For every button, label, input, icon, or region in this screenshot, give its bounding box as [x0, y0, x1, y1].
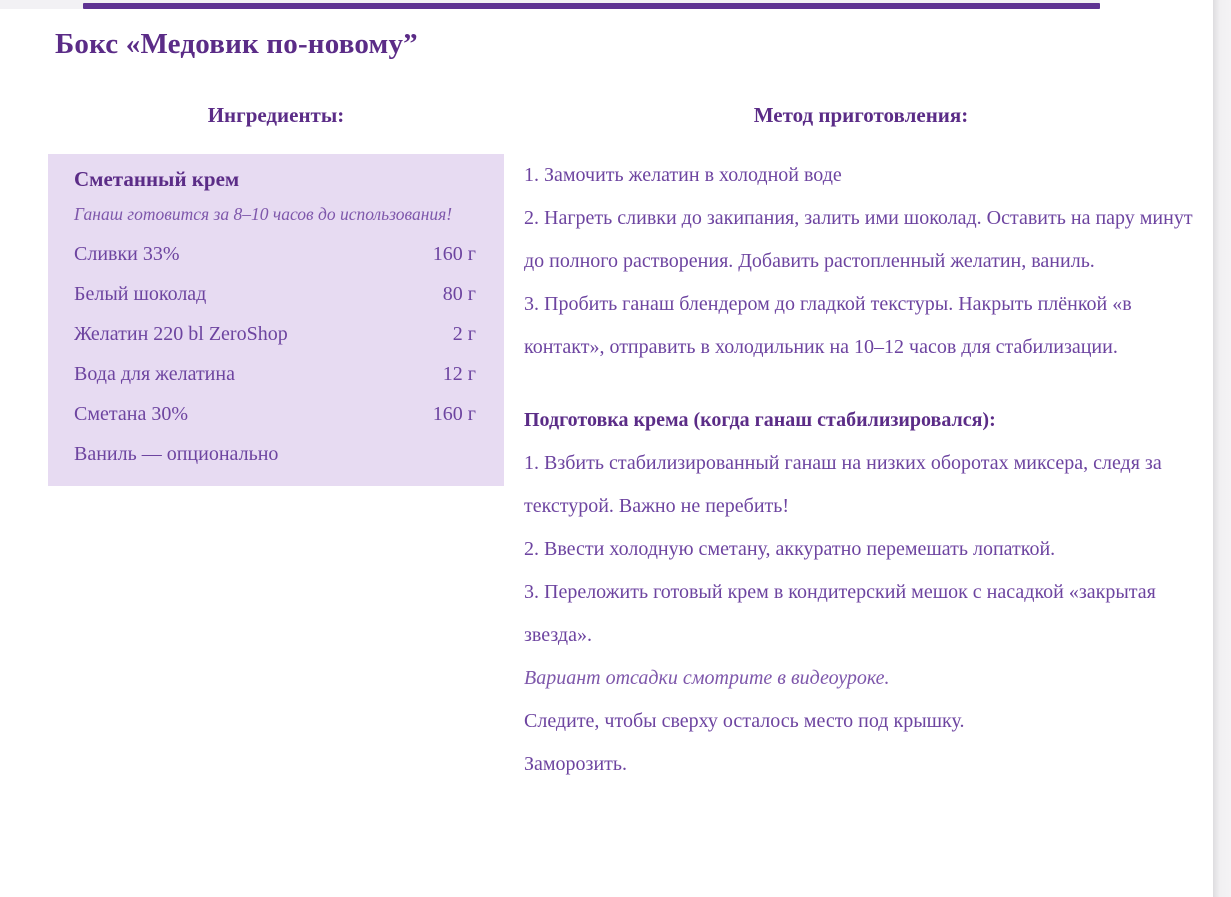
- section-divider-rule: [83, 3, 1100, 9]
- ingredient-amount: 2 г: [452, 323, 476, 345]
- ingredients-box: [48, 154, 504, 486]
- method-header: Метод приготовления:: [753, 103, 969, 127]
- ingredients-header: Ингредиенты:: [207, 103, 345, 127]
- ingredient-row: [74, 314, 476, 354]
- ingredient-name: Желатин 220 bl ZeroShop: [74, 323, 288, 345]
- method-outro-line: Следите, чтобы сверху осталось место под крышку.: [524, 710, 965, 732]
- ingredient-name: Белый шоколад: [74, 283, 207, 305]
- method-step: 1. Взбить стабилизированный ганаш на низких оборотах миксера, следя за текстурой. Важно не перебить!: [524, 452, 1162, 517]
- ingredient-row: [74, 434, 476, 474]
- ingredients-box-title: Сметанный крем: [74, 167, 240, 191]
- ingredient-row: [74, 354, 476, 394]
- video-lesson-note: Вариант отсадки смотрите в видеоуроке.: [524, 667, 890, 689]
- ingredients-column: [48, 103, 504, 486]
- method-step: 3. Пробить ганаш блендером до гладкой текстуры. Накрыть плёнкой «в контакт», отправить в холодильник на 10–12 часов для стабилизации.: [524, 293, 1132, 358]
- ingredient-row: [74, 234, 476, 274]
- method-outro-line: Заморозить.: [524, 753, 628, 775]
- method-step: 1. Замочить желатин в холодной воде: [524, 164, 842, 186]
- page-title: Бокс «Медовик по-новому”: [55, 28, 418, 60]
- method-step: 3. Переложить готовый крем в кондитерский мешок с насадкой «закрытая звезда».: [524, 581, 1156, 646]
- ingredient-amount: 160 г: [432, 403, 476, 425]
- method-step: 2. Нагреть сливки до закипания, залить ими шоколад. Оставить на пару минут до полного растворения. Добавить растопленный желатин, ваниль.: [524, 207, 1193, 272]
- ganache-timing-note: Ганаш готовится за 8–10 часов до использования!: [74, 204, 453, 224]
- ingredient-name: Ваниль — опционально: [74, 443, 279, 465]
- method-column: [524, 103, 1198, 786]
- ingredient-amount: 160 г: [432, 243, 476, 265]
- ingredient-name: Сливки 33%: [74, 243, 180, 265]
- page-right-gutter: [1213, 0, 1231, 897]
- ingredient-name: Сметана 30%: [74, 403, 188, 425]
- ingredient-row: [74, 274, 476, 314]
- content-columns: [48, 103, 1198, 786]
- ingredient-amount: 12 г: [442, 363, 476, 385]
- method-step: 2. Ввести холодную сметану, аккуратно перемешать лопаткой.: [524, 538, 1056, 560]
- ingredient-name: Вода для желатина: [74, 363, 235, 385]
- ingredient-row: [74, 394, 476, 434]
- cream-prep-subheader: Подготовка крема (когда ганаш стабилизировался):: [524, 409, 996, 431]
- ingredient-amount: 80 г: [442, 283, 476, 305]
